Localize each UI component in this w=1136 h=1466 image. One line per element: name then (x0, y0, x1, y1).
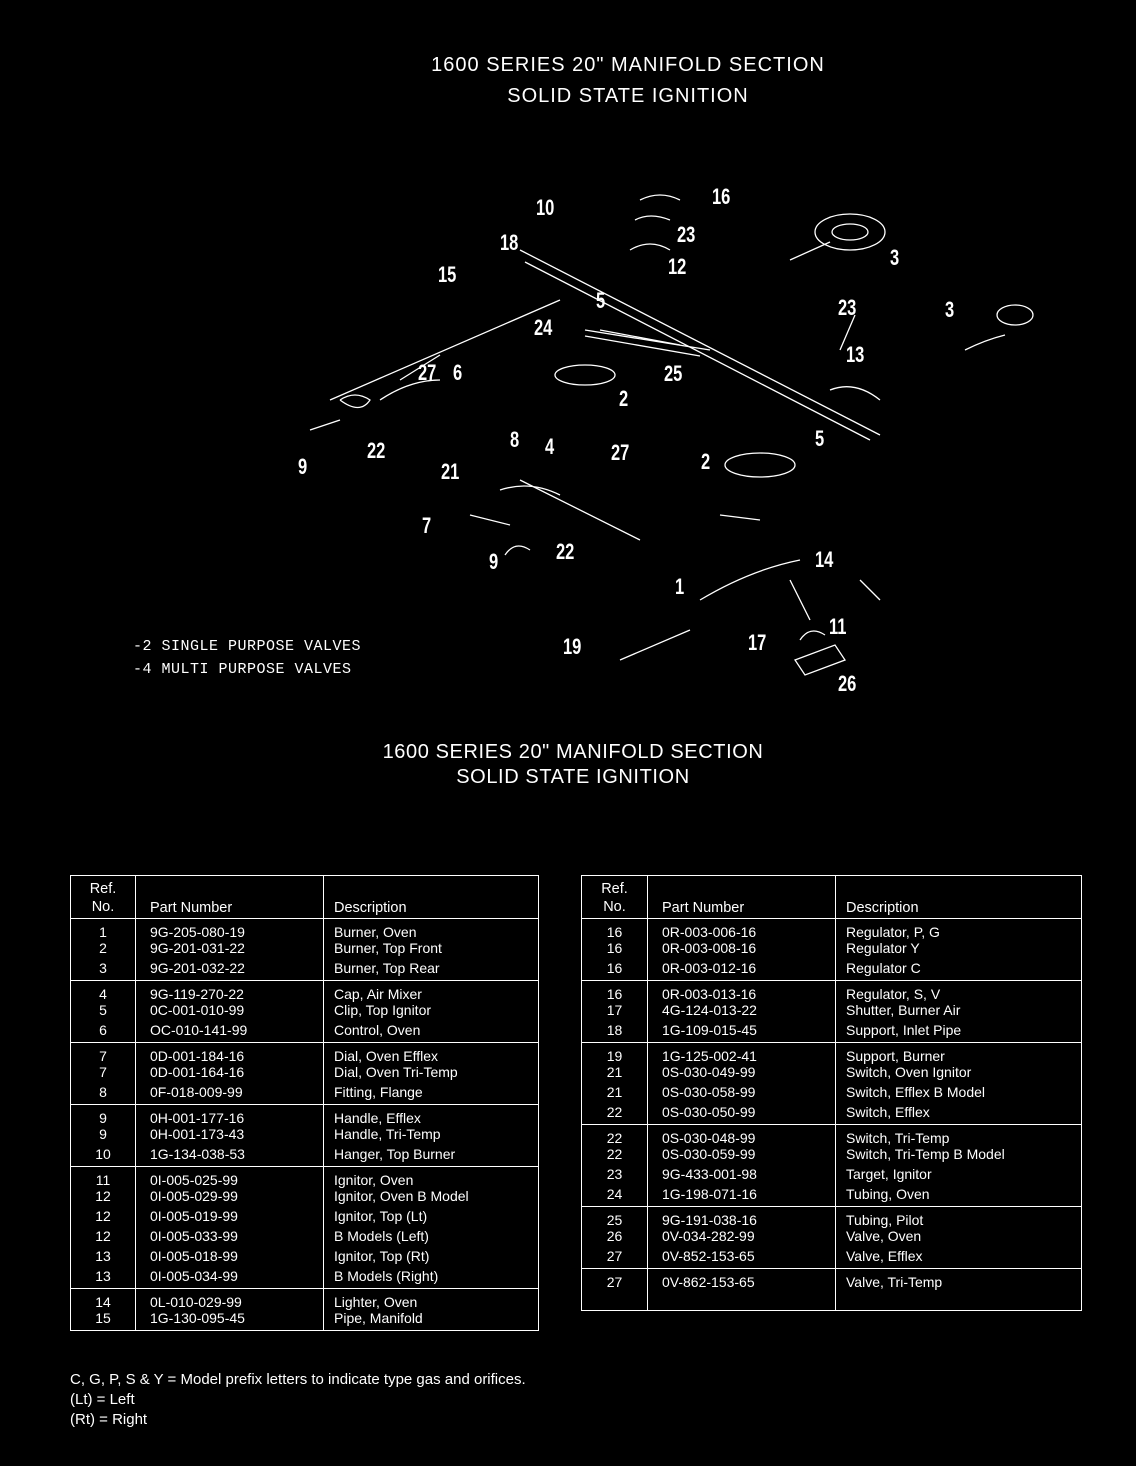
table-row (582, 1290, 1082, 1310)
ref-no-cell: 15 (71, 1310, 136, 1331)
part-number-cell: 0H-001-173-43 (136, 1126, 324, 1146)
table-row (582, 1084, 1082, 1104)
ref-no-cell: 12 (71, 1188, 136, 1208)
part-number-cell: 0S-030-059-99 (648, 1146, 836, 1166)
table-row (71, 1064, 539, 1084)
callout-label: 10 (536, 195, 555, 220)
callout-label: 23 (838, 295, 857, 320)
footer-right-note: (Rt) = Right (70, 1411, 148, 1428)
part-number-cell: 1G-130-095-45 (136, 1310, 324, 1331)
callout-label: 27 (418, 360, 437, 385)
callout-label: 6 (453, 360, 463, 385)
callout-label: 2 (701, 449, 711, 474)
description-cell: Switch, Efflex (836, 1104, 1082, 1125)
description-cell: Valve, Efflex (836, 1248, 1082, 1269)
part-number-cell: 0I-005-034-99 (136, 1268, 324, 1289)
table-row (582, 1125, 1082, 1147)
ref-no-cell: 23 (582, 1166, 648, 1186)
ref-no-cell: 13 (71, 1248, 136, 1268)
row-group (71, 1289, 539, 1331)
part-number-cell: 0V-034-282-99 (648, 1228, 836, 1248)
part-number-cell: 0S-030-049-99 (648, 1064, 836, 1084)
part-number-cell: 0I-005-019-99 (136, 1208, 324, 1228)
row-group (71, 981, 539, 1043)
part-number-cell: 0S-030-058-99 (648, 1084, 836, 1104)
table-row (71, 1105, 539, 1127)
part-number-cell: 0R-003-012-16 (648, 960, 836, 981)
table-row (71, 1167, 539, 1189)
footer-left-note: (Lt) = Left (70, 1391, 135, 1408)
table-row (71, 981, 539, 1003)
table-row (582, 1166, 1082, 1186)
callout-label: 23 (677, 222, 696, 247)
ref-no-cell: 5 (71, 1002, 136, 1022)
table-row (582, 981, 1082, 1003)
part-number-cell: 1G-134-038-53 (136, 1146, 324, 1167)
callout-label: 25 (664, 361, 683, 386)
legend-footer (70, 1370, 526, 1430)
table-row (582, 1228, 1082, 1248)
ref-no-cell: 9 (71, 1126, 136, 1146)
description-cell: Burner, Top Rear (324, 960, 539, 981)
ref-no-cell: 2 (71, 940, 136, 960)
description-cell: Ignitor, Top (Lt) (324, 1208, 539, 1228)
header-part-number: Part Number (648, 876, 836, 919)
callout-label: 3 (890, 245, 900, 270)
table-row (582, 940, 1082, 960)
part-number-cell: 1G-125-002-41 (648, 1043, 836, 1065)
description-cell: Control, Oven (324, 1022, 539, 1043)
callout-label: 19 (563, 634, 582, 659)
ref-no-cell: 1 (71, 919, 136, 941)
ref-no-cell: 4 (71, 981, 136, 1003)
table-row (582, 1207, 1082, 1229)
ref-no-cell: 10 (71, 1146, 136, 1167)
part-number-cell: 0R-003-006-16 (648, 919, 836, 941)
table-row (582, 1269, 1082, 1291)
ref-no-cell: 21 (582, 1064, 648, 1084)
ref-no-cell: 12 (71, 1208, 136, 1228)
title-line-2: SOLID STATE IGNITION (507, 85, 749, 107)
row-group (71, 1043, 539, 1105)
description-cell: B Models (Left) (324, 1228, 539, 1248)
description-cell: Regulator Y (836, 940, 1082, 960)
callout-label: 26 (838, 671, 857, 696)
ref-no-cell: 3 (71, 960, 136, 981)
description-cell: Pipe, Manifold (324, 1310, 539, 1331)
description-cell: Valve, Tri-Temp (836, 1269, 1082, 1291)
part-number-cell: 0S-030-048-99 (648, 1125, 836, 1147)
callout-label: 16 (712, 184, 731, 209)
ref-no-cell: 22 (582, 1104, 648, 1125)
table-row (71, 1268, 539, 1289)
callout-label: 2 (619, 386, 629, 411)
ref-no-cell: 22 (582, 1146, 648, 1166)
ref-no-cell: 16 (582, 981, 648, 1003)
table-row (582, 1186, 1082, 1207)
ref-no-cell: 16 (582, 960, 648, 981)
callout-label: 21 (441, 459, 460, 484)
table-row (582, 1064, 1082, 1084)
table-row (582, 919, 1082, 941)
ref-no-cell: 6 (71, 1022, 136, 1043)
table-row (71, 1310, 539, 1331)
table-row (71, 1022, 539, 1043)
callout-label: 9 (298, 454, 308, 479)
ref-no-cell (582, 1290, 648, 1310)
part-number-cell: OC-010-141-99 (136, 1022, 324, 1043)
row-group (71, 919, 539, 981)
part-number-cell: 0R-003-013-16 (648, 981, 836, 1003)
table-row (71, 1289, 539, 1311)
ref-no-cell: 18 (582, 1022, 648, 1043)
ref-no-cell: 11 (71, 1167, 136, 1189)
description-cell: Hanger, Top Burner (324, 1146, 539, 1167)
parts-table-right (581, 875, 1082, 1311)
row-group (71, 1105, 539, 1167)
description-cell: Ignitor, Top (Rt) (324, 1248, 539, 1268)
part-number-cell: 0I-005-018-99 (136, 1248, 324, 1268)
row-group (582, 919, 1082, 981)
part-number-cell: 1G-109-015-45 (648, 1022, 836, 1043)
callout-label: 1 (675, 574, 685, 599)
part-number-cell: 9G-191-038-16 (648, 1207, 836, 1229)
header-part-number: Part Number (136, 876, 324, 919)
callout-label: 18 (500, 230, 519, 255)
part-number-cell: 0L-010-029-99 (136, 1289, 324, 1311)
table-row (71, 960, 539, 981)
callout-label: 27 (611, 440, 630, 465)
description-cell: Switch, Tri-Temp (836, 1125, 1082, 1147)
part-number-cell: 1G-198-071-16 (648, 1186, 836, 1207)
description-cell: Burner, Oven (324, 919, 539, 941)
table-row (582, 1248, 1082, 1269)
parts-table-left (70, 875, 539, 1331)
part-number-cell: 0I-005-025-99 (136, 1167, 324, 1189)
row-group (582, 1207, 1082, 1269)
valve-note-multi: -4 MULTI PURPOSE VALVES (133, 661, 352, 678)
manifold-exploded-diagram (0, 150, 1136, 710)
description-cell: Handle, Efflex (324, 1105, 539, 1127)
description-cell: Fitting, Flange (324, 1084, 539, 1105)
description-cell: Regulator, P, G (836, 919, 1082, 941)
description-cell: Clip, Top Ignitor (324, 1002, 539, 1022)
callout-label: 17 (748, 630, 767, 655)
table-row (71, 1084, 539, 1105)
callout-label: 5 (596, 288, 606, 313)
part-number-cell: 0D-001-184-16 (136, 1043, 324, 1065)
description-cell: Lighter, Oven (324, 1289, 539, 1311)
description-cell: Burner, Top Front (324, 940, 539, 960)
row-group (582, 1043, 1082, 1125)
part-number-cell: 0F-018-009-99 (136, 1084, 324, 1105)
table-row (582, 960, 1082, 981)
ref-no-cell: 17 (582, 1002, 648, 1022)
callout-label: 12 (668, 254, 687, 279)
callout-label: 11 (829, 614, 847, 639)
part-number-cell: 9G-201-032-22 (136, 960, 324, 981)
page-title (0, 50, 1136, 112)
ref-no-cell: 21 (582, 1084, 648, 1104)
callout-label: 9 (489, 549, 499, 574)
table-row (71, 1002, 539, 1022)
header-ref-no: Ref. No. (582, 876, 648, 919)
row-group (582, 1269, 1082, 1311)
header-description: Description (324, 876, 539, 919)
part-number-cell: 0D-001-164-16 (136, 1064, 324, 1084)
header-ref-no: Ref. No. (71, 876, 136, 919)
ref-no-cell: 26 (582, 1228, 648, 1248)
description-cell: Tubing, Pilot (836, 1207, 1082, 1229)
description-cell: Switch, Efflex B Model (836, 1084, 1082, 1104)
part-number-cell: 0V-852-153-65 (648, 1248, 836, 1269)
table-row (582, 1002, 1082, 1022)
description-cell: Regulator C (836, 960, 1082, 981)
section-title (0, 740, 1136, 790)
row-group (582, 1125, 1082, 1207)
footer-prefix-note: C, G, P, S & Y = Model prefix letters to indicate type gas and orifices. (70, 1371, 526, 1388)
ref-no-cell: 12 (71, 1228, 136, 1248)
ref-no-cell: 16 (582, 940, 648, 960)
ref-no-cell: 24 (582, 1186, 648, 1207)
ref-no-cell: 27 (582, 1269, 648, 1291)
row-group (71, 1167, 539, 1289)
ref-no-cell: 25 (582, 1207, 648, 1229)
callout-label: 8 (510, 427, 520, 452)
table-row (71, 940, 539, 960)
part-number-cell: 0S-030-050-99 (648, 1104, 836, 1125)
section-title-line-1: 1600 SERIES 20" MANIFOLD SECTION (382, 741, 764, 763)
ref-no-cell: 19 (582, 1043, 648, 1065)
part-number-cell: 0I-005-029-99 (136, 1188, 324, 1208)
ref-no-cell: 22 (582, 1125, 648, 1147)
part-number-cell: 4G-124-013-22 (648, 1002, 836, 1022)
part-number-cell: 9G-433-001-98 (648, 1166, 836, 1186)
table-row (71, 1248, 539, 1268)
row-group (582, 981, 1082, 1043)
description-cell: Dial, Oven Efflex (324, 1043, 539, 1065)
ref-no-cell: 8 (71, 1084, 136, 1105)
table-row (71, 1208, 539, 1228)
ref-no-cell: 9 (71, 1105, 136, 1127)
table-row (582, 1104, 1082, 1125)
description-cell: Support, Burner (836, 1043, 1082, 1065)
ref-no-cell: 16 (582, 919, 648, 941)
table-row (71, 1188, 539, 1208)
part-number-cell: 0C-001-010-99 (136, 1002, 324, 1022)
table-row (71, 1146, 539, 1167)
part-number-cell: 9G-119-270-22 (136, 981, 324, 1003)
description-cell: Tubing, Oven (836, 1186, 1082, 1207)
callout-label: 4 (545, 434, 555, 459)
part-number-cell (648, 1290, 836, 1310)
description-cell: Handle, Tri-Temp (324, 1126, 539, 1146)
part-number-cell: 0R-003-008-16 (648, 940, 836, 960)
description-cell: Switch, Oven Ignitor (836, 1064, 1082, 1084)
table-row (71, 1043, 539, 1065)
table-row (71, 1228, 539, 1248)
ref-no-cell: 7 (71, 1064, 136, 1084)
title-line-1: 1600 SERIES 20" MANIFOLD SECTION (431, 54, 825, 76)
ref-no-cell: 14 (71, 1289, 136, 1311)
table-row (582, 1146, 1082, 1166)
valve-note-single: -2 SINGLE PURPOSE VALVES (133, 638, 362, 655)
description-cell: Dial, Oven Tri-Temp (324, 1064, 539, 1084)
description-cell: Ignitor, Oven B Model (324, 1188, 539, 1208)
header-description: Description (836, 876, 1082, 919)
description-cell: Valve, Oven (836, 1228, 1082, 1248)
description-cell: Ignitor, Oven (324, 1167, 539, 1189)
part-number-cell: 9G-201-031-22 (136, 940, 324, 960)
section-title-line-2: SOLID STATE IGNITION (456, 766, 690, 788)
table-row (71, 919, 539, 941)
callout-label: 3 (945, 297, 955, 322)
callout-label: 24 (534, 315, 553, 340)
callout-label: 14 (815, 547, 834, 572)
ref-no-cell: 13 (71, 1268, 136, 1289)
description-cell: Switch, Tri-Temp B Model (836, 1146, 1082, 1166)
ref-no-cell: 7 (71, 1043, 136, 1065)
table-row (582, 1022, 1082, 1043)
part-number-cell: 9G-205-080-19 (136, 919, 324, 941)
description-cell (836, 1290, 1082, 1310)
description-cell: Support, Inlet Pipe (836, 1022, 1082, 1043)
ref-no-cell: 27 (582, 1248, 648, 1269)
callout-label: 22 (367, 438, 386, 463)
description-cell: Shutter, Burner Air (836, 1002, 1082, 1022)
description-cell: B Models (Right) (324, 1268, 539, 1289)
callout-label: 22 (556, 539, 575, 564)
table-row (71, 1126, 539, 1146)
part-number-cell: 0V-862-153-65 (648, 1269, 836, 1291)
callout-label: 15 (438, 262, 457, 287)
callout-label: 13 (846, 342, 865, 367)
part-number-cell: 0I-005-033-99 (136, 1228, 324, 1248)
table-row (582, 1043, 1082, 1065)
callout-label: 7 (422, 513, 432, 538)
callout-label: 5 (815, 426, 825, 451)
description-cell: Regulator, S, V (836, 981, 1082, 1003)
part-number-cell: 0H-001-177-16 (136, 1105, 324, 1127)
description-cell: Cap, Air Mixer (324, 981, 539, 1003)
description-cell: Target, Ignitor (836, 1166, 1082, 1186)
